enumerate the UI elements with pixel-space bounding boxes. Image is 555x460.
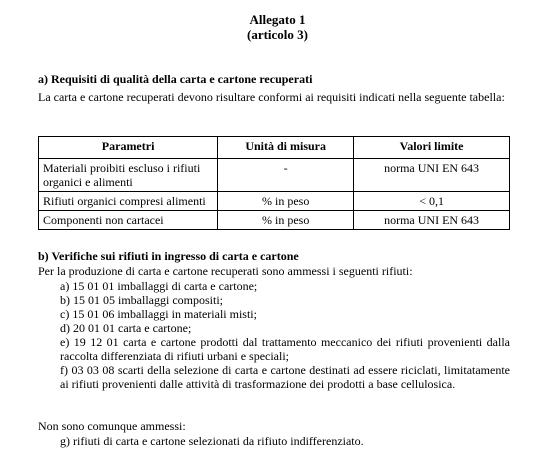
table-cell: Componenti non cartacei [39,211,218,230]
table-cell: norma UNI EN 643 [354,159,510,192]
table-row [39,192,510,211]
table-header-cell: Unità di misura [218,137,354,159]
section-b-title: b) Verifiche sui rifiuti in ingresso di carta e cartone [38,249,299,263]
requirements-table [38,136,510,230]
table-cell: % in peso [218,192,354,211]
list-item: b) 15 01 05 imballaggi compositi; [60,293,223,307]
table-cell: - [218,159,354,192]
table-cell: Materiali proibiti escluso i rifiuti organici e alimenti [39,159,218,192]
table-header-cell: Parametri [39,137,218,159]
annex-title: Allegato 1 [249,12,306,27]
article-reference: (articolo 3) [246,27,308,42]
section-b-intro: Per la produzione di carta e cartone recuperati sono ammessi i seguenti rifiuti: [38,264,413,278]
table-row [39,211,510,230]
admitted-waste-list [60,279,510,391]
table-header-row [39,137,510,159]
list-item: c) 15 01 06 imballaggi in materiali misti; [60,307,257,321]
list-item: e) 19 12 01 carta e cartone prodotti dal trattamento meccanico dei rifiuti provenienti dalla raccolta differenziata di rifiuti urbani e speciali; [60,335,510,363]
table-cell: norma UNI EN 643 [354,211,510,230]
section-a-title: a) Requisiti di qualità della carta e cartone recuperati [38,72,313,86]
list-item: g) rifiuti di carta e cartone selezionati da rifiuto indifferenziato. [60,434,364,448]
section-a-intro: La carta e cartone recuperati devono risultare conformi ai requisiti indicati nella seguente tabella: [38,90,505,104]
table-header-cell: Valori limite [354,137,510,159]
not-admitted-list [60,434,510,448]
table-cell: < 0,1 [354,192,510,211]
list-item: f) 03 03 08 scarti della selezione di carta e cartone destinati ad essere riciclati, limitatamente ai rifiuti provenienti dalle attività di trasformazione dei prodotti a base cellulosica. [60,363,510,391]
table-cell: % in peso [218,211,354,230]
document-title [0,12,555,42]
list-item: a) 15 01 01 imballaggi di carta e cartone; [60,279,258,293]
table-cell: Rifiuti organici compresi alimenti [39,192,218,211]
list-item: d) 20 01 01 carta e cartone; [60,321,192,335]
table-row [39,159,510,192]
not-admitted-label: Non sono comunque ammessi: [38,419,186,433]
